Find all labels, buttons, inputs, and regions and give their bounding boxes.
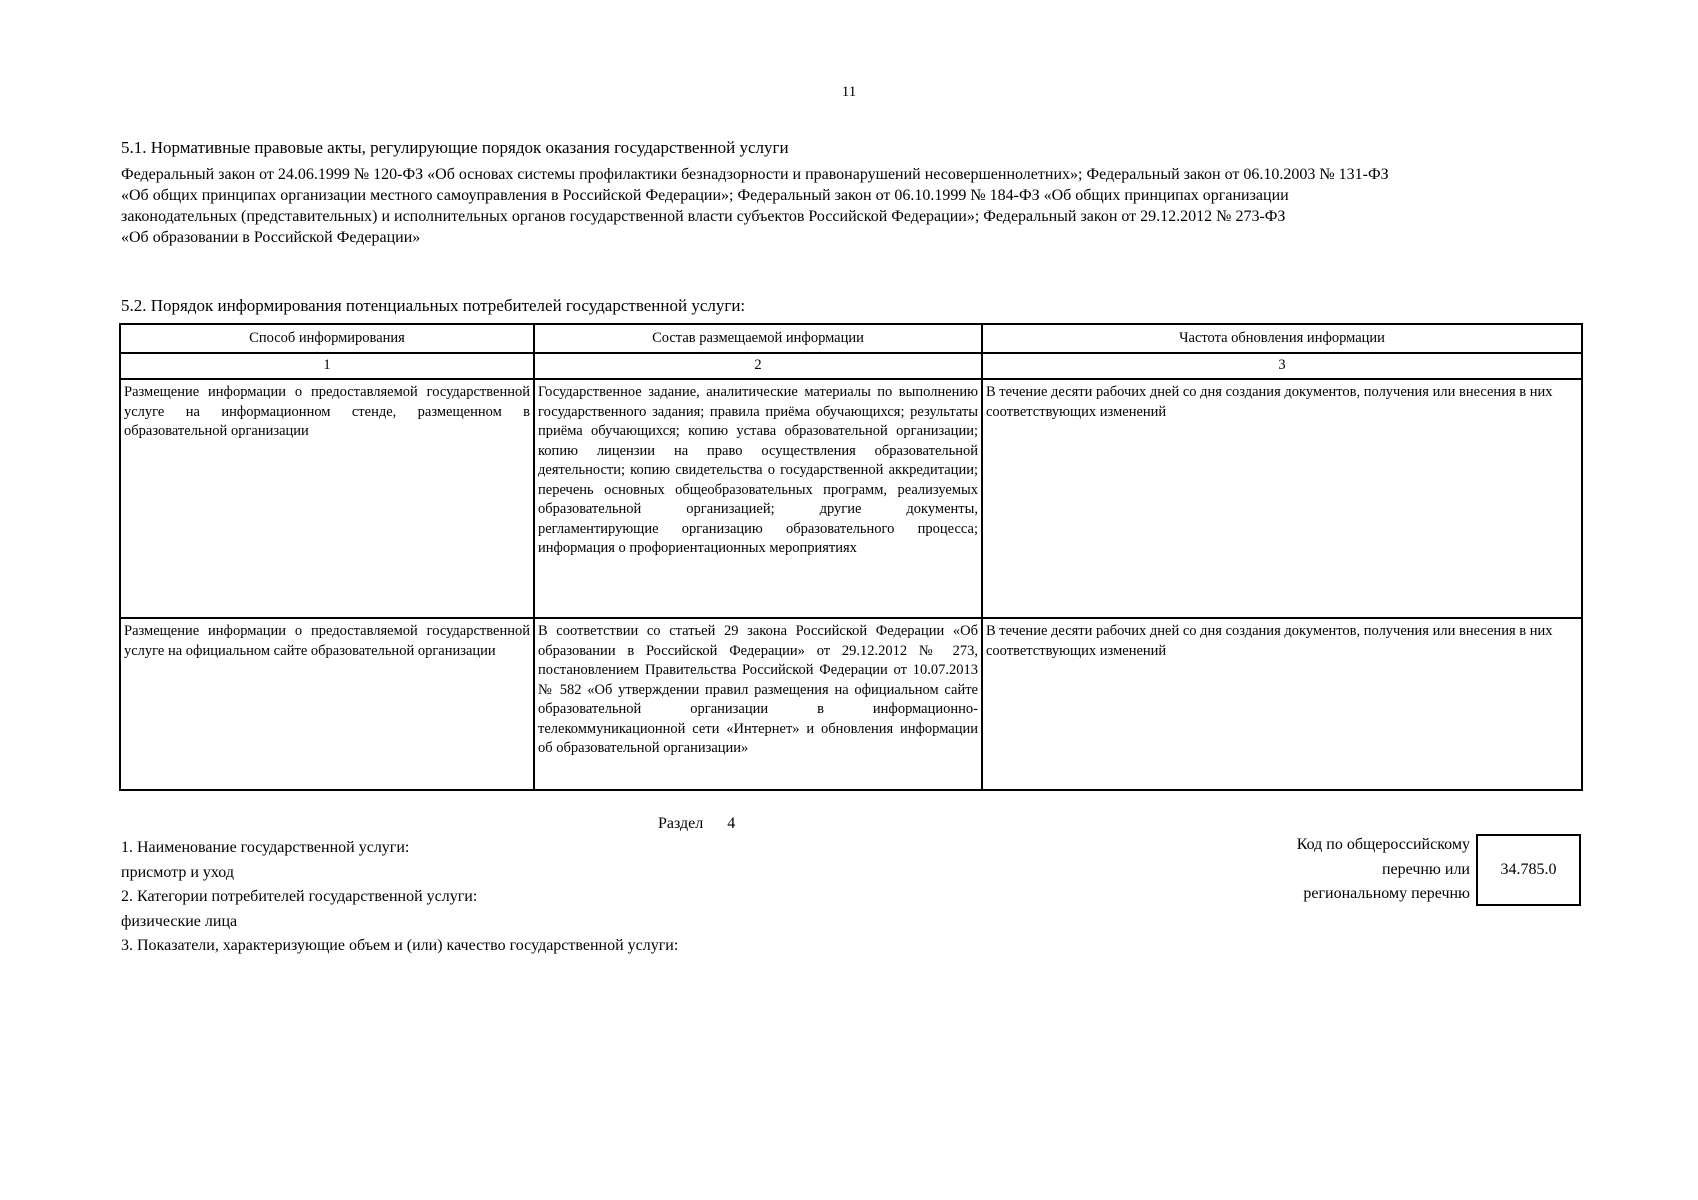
legal-acts-line: «Об общих принципах организации местного самоуправления в Российской Федерации»; Федеральный закон от 06.10.1999 № 184-ФЗ «Об общих принципах организации	[121, 187, 1289, 204]
registry-code-label-line: региональному перечню	[1303, 885, 1470, 902]
column-header: Способ информирования	[120, 324, 534, 353]
section-title	[658, 815, 735, 833]
registry-code-label-line: Код по общероссийскому	[1296, 836, 1470, 853]
update-frequency-cell: В течение десяти рабочих дней со дня создания документов, получения или внесения в них соответствующих изменений	[982, 618, 1582, 790]
consumer-category-value: физические лица	[121, 912, 238, 930]
registry-code-label	[1230, 833, 1470, 907]
informing-method-cell: Размещение информации о предоставляемой государственной услуге на информационном стенде, размещенном в образовательной организации	[120, 379, 534, 618]
informing-method-cell: Размещение информации о предоставляемой государственной услуге на официальном сайте образовательной организации	[120, 618, 534, 790]
consumer-category-label: 2. Категории потребителей государственной услуги:	[121, 888, 478, 905]
table-header-row	[120, 324, 1582, 353]
section-number: 4	[727, 815, 736, 832]
update-frequency-cell: В течение десяти рабочих дней со дня создания документов, получения или внесения в них соответствующих изменений	[982, 379, 1582, 618]
section-label: Раздел	[658, 815, 704, 832]
page-number: 11	[841, 84, 857, 100]
legal-acts-line: Федеральный закон от 24.06.1999 № 120-ФЗ «Об основах системы профилактики безнадзорности и правонарушений несовершеннолетних»; Федеральный закон от 06.10.2003 № 131-ФЗ	[121, 166, 1389, 183]
column-number-row	[120, 353, 1582, 379]
registry-code-box	[1476, 834, 1581, 906]
legal-acts-line: «Об образовании в Российской Федерации»	[121, 229, 421, 246]
legal-acts-line: законодательных (представительных) и исполнительных органов государственной власти субъектов Российской Федерации»; Федеральный закон от 29.12.2012 № 273-ФЗ	[121, 208, 1286, 225]
information-content-cell: В соответствии со статьей 29 закона Российской Федерации «Об образовании в Российской Федерации» от 29.12.2012 № 273, постановлением Правительства Российской Федерации от 10.07.2013 № 582 «Об утверждении правил размещения на официальном сайте образовательной организации в информационно-телекоммуникационной сети «Интернет» и обновления информации об образовательной организации»	[534, 618, 982, 790]
registry-code-label-line: перечню или	[1381, 860, 1470, 878]
service-description	[121, 836, 678, 959]
column-number: 3	[982, 353, 1582, 379]
column-header: Частота обновления информации	[982, 324, 1582, 353]
informing-table	[119, 323, 1583, 791]
table-row	[120, 379, 1582, 618]
column-number: 1	[120, 353, 534, 379]
registry-code-value: 34.785.0	[1500, 861, 1557, 878]
service-name-value: присмотр и уход	[121, 863, 234, 881]
section-5-1-heading: 5.1. Нормативные правовые акты, регулирующие порядок оказания государственной услуги	[121, 138, 789, 157]
legal-acts-text	[121, 164, 1601, 248]
section-5-2-heading: 5.2. Порядок информирования потенциальных потребителей государственной услуги:	[121, 296, 746, 315]
column-number: 2	[534, 353, 982, 379]
column-header: Состав размещаемой информации	[534, 324, 982, 353]
table-row	[120, 618, 1582, 790]
indicators-label: 3. Показатели, характеризующие объем и (или) качество государственной услуги:	[121, 937, 679, 954]
information-content-cell: Государственное задание, аналитические материалы по выполнению государственного задания; правила приёма обучающихся; результаты приёма обучающихся; копию устава образовательной организации; копию лицензии на право осуществления образовательной деятельности; копию свидетельства о государственной аккредитации; перечень основных общеобразовательных программ, реализуемых образовательной организацией; другие документы, регламентирующие организацию образовательного процесса; информация о профориентационных мероприятиях	[534, 379, 982, 618]
service-name-label: 1. Наименование государственной услуги:	[121, 839, 410, 856]
